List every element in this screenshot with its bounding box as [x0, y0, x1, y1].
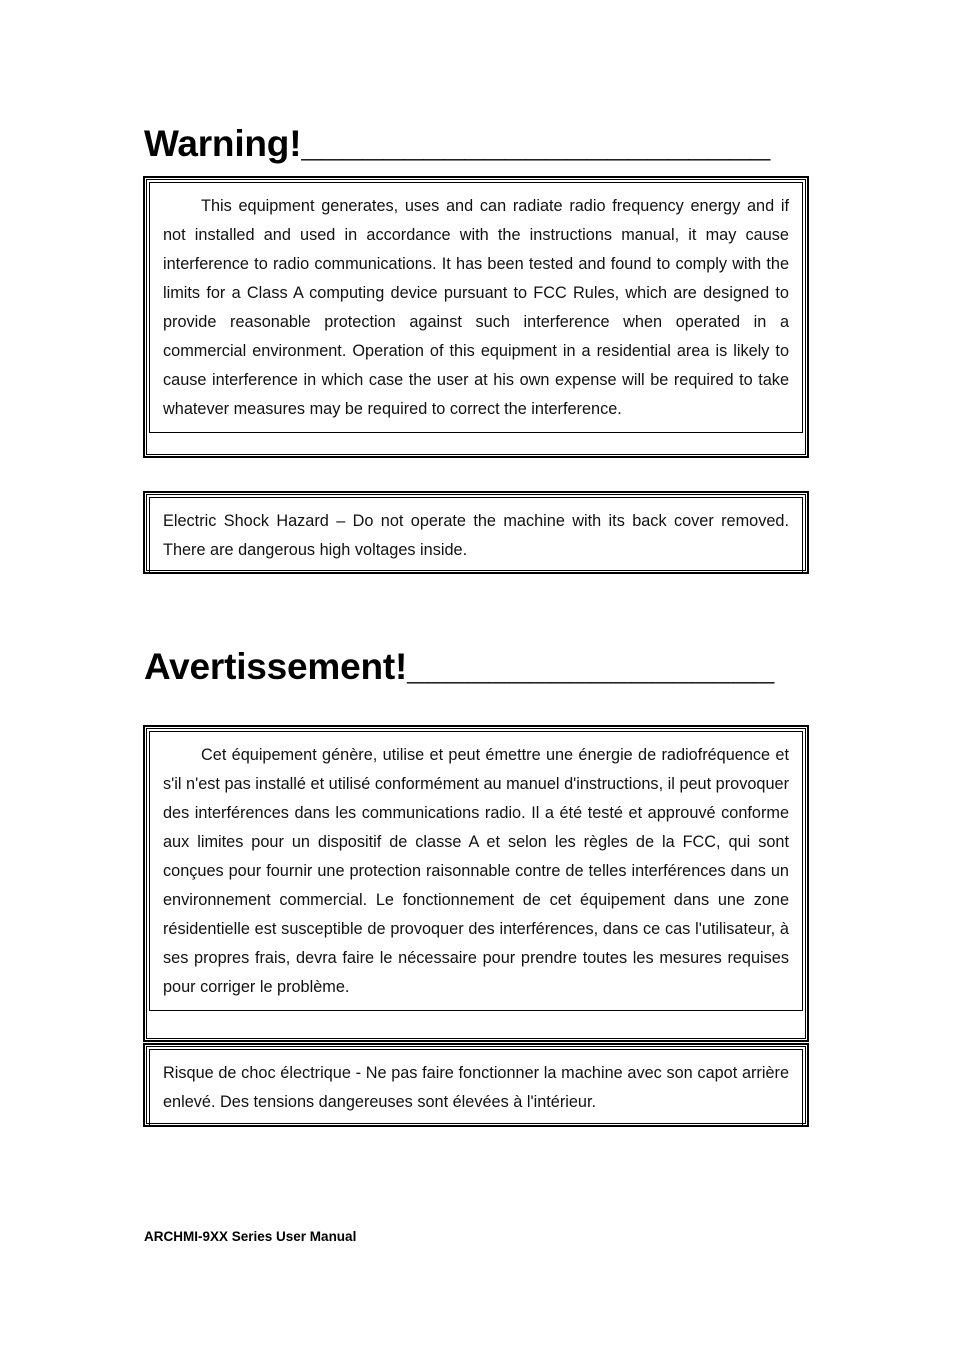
shock-hazard-fr-box: [144, 1044, 808, 1126]
warning-heading: Warning!_______________________: [144, 123, 771, 164]
footer-manual-title: ARCHMI-9XX Series User Manual: [144, 1229, 357, 1244]
shock-hazard-fr-text: Risque de choc électrique - Ne pas faire fonctionner la machine avec son capot arrière enlevé. Des tensions dangereuses sont élevées à l'intérieur.: [163, 1064, 789, 1111]
fcc-notice-box: [144, 177, 808, 457]
shock-hazard-text: Electric Shock Hazard – Do not operate the machine with its back cover removed. There are dangerous high voltages inside.: [163, 512, 789, 559]
fcc-notice-text: This equipment generates, uses and can radiate radio frequency energy and if not installed and used in accordance with the instructions manual, it may cause interference to radio communications. It has been tested and found to comply with the limits for a Class A computing device pursuant to FCC Rules, which are designed to provide reasonable protection against such interference when operated in a commercial environment. Operation of this equipment in a residential area is likely to cause interference in which case the user at his own expense will be required to take whatever measures may be required to correct the interference.: [163, 197, 789, 418]
shock-hazard-inner: [149, 497, 803, 574]
fcc-notice-fr-inner: [149, 731, 803, 1011]
fcc-notice-inner: [149, 182, 803, 433]
fcc-notice-fr-text: Cet équipement génère, utilise et peut émettre une énergie de radiofréquence et s'il n'est pas installé et utilisé conformément au manuel d'instructions, il peut provoquer des interférences dans les communications radio. Il a été testé et approuvé conforme aux limites pour un dispositif de classe A et selon les règles de la FCC, qui sont conçues pour fournir une protection raisonnable contre de telles interférences dans un environnement commercial. Le fonctionnement de cet équipement dans une zone résidentielle est susceptible de provoquer des interférences, dans ce cas l'utilisateur, à ses propres frais, devra faire le nécessaire pour prendre toutes les mesures requises pour corriger le problème.: [163, 746, 789, 996]
avertissement-heading: Avertissement!__________________: [144, 646, 774, 687]
shock-hazard-box: [144, 492, 808, 573]
shock-hazard-fr-inner: [149, 1049, 803, 1126]
fcc-notice-fr-box: [144, 726, 808, 1041]
